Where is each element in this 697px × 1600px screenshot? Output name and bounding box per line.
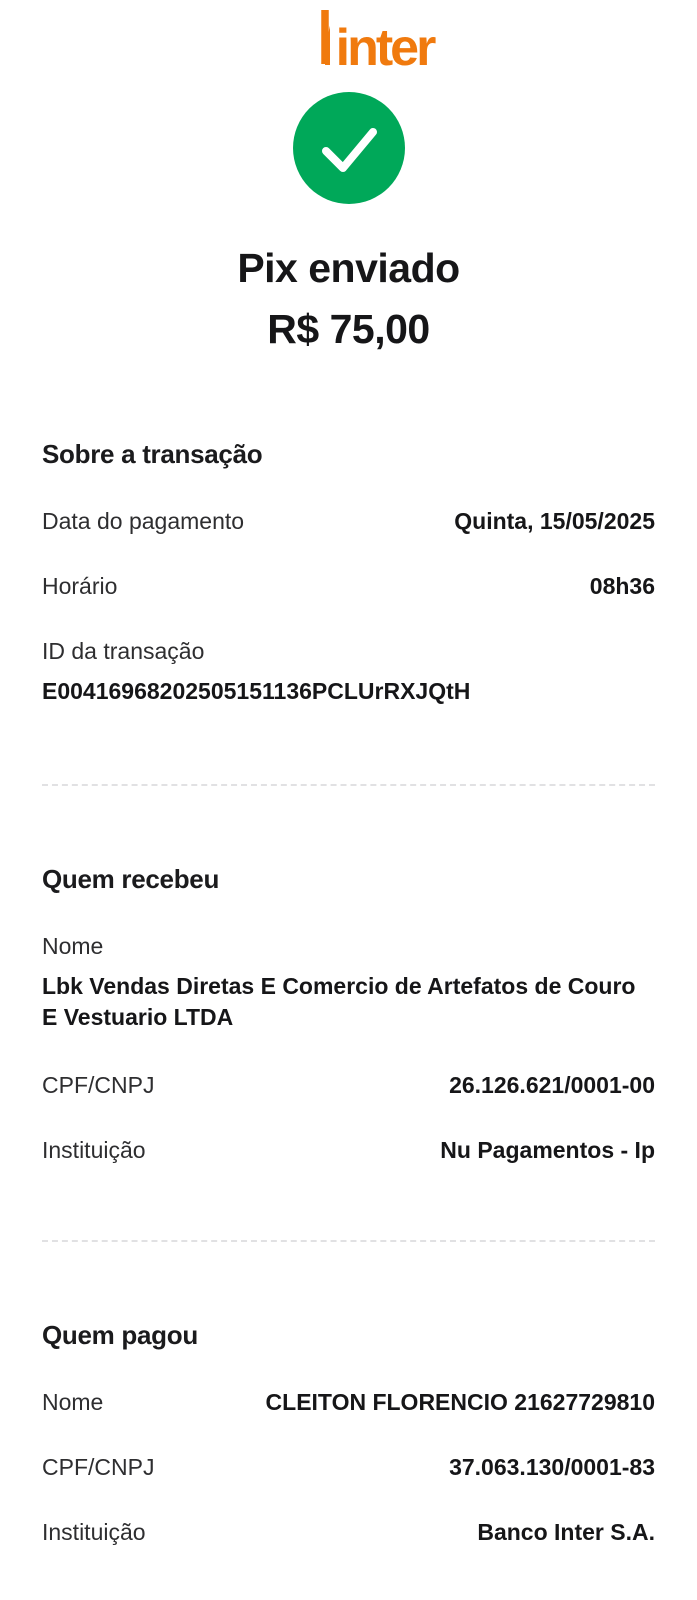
row-value: Banco Inter S.A. [477, 1519, 655, 1546]
row-receiver-institution [42, 1137, 655, 1164]
status-title: Pix enviado [237, 245, 460, 291]
header [0, 0, 697, 78]
row-label: CPF/CNPJ [42, 1072, 155, 1099]
row-label: ID da transação [42, 638, 205, 664]
status-amount: R$ 75,00 [267, 306, 430, 352]
row-payment-date [42, 508, 655, 535]
row-label: Data do pagamento [42, 508, 245, 534]
row-value: 37.063.130/0001-83 [449, 1454, 655, 1481]
row-value: 26.126.621/0001-00 [449, 1072, 655, 1099]
row-label: Nome [42, 1389, 104, 1416]
dashed-divider [42, 784, 655, 786]
inter-logo-text: inter [335, 19, 434, 78]
row-label: Horário [42, 573, 118, 599]
row-transaction-id [42, 638, 655, 708]
row-value: E00416968202505151136PCLUrRXJQtH [42, 678, 471, 704]
section-title: Quem recebeu [42, 863, 220, 894]
row-value: Quinta, 15/05/2025 [454, 508, 655, 534]
row-value: CLEITON FLORENCIO 21627729810 [265, 1389, 655, 1416]
success-check-icon [293, 92, 405, 209]
section-transaction [42, 439, 655, 708]
row-payer-name [42, 1389, 655, 1416]
row-value: Nu Pagamentos - Ip [440, 1137, 655, 1164]
row-value: 08h36 [589, 573, 655, 599]
inter-logo [264, 7, 434, 78]
section-title: Quem pagou [42, 1320, 198, 1351]
row-time [42, 573, 655, 600]
section-receiver [42, 864, 655, 1164]
row-payer-institution [42, 1519, 655, 1546]
row-payer-document [42, 1454, 655, 1481]
row-label: CPF/CNPJ [42, 1454, 155, 1481]
row-label: Instituição [42, 1137, 146, 1164]
inter-sunburst-icon [264, 7, 330, 70]
section-payer [42, 1320, 655, 1546]
row-value: Lbk Vendas Diretas E Comercio de Artefatos de Couro E Vestuario LTDA [42, 972, 636, 1031]
section-title: Sobre a transação [42, 439, 263, 469]
row-label: Nome [42, 932, 104, 959]
row-receiver-name [42, 933, 655, 1034]
dashed-divider [42, 1240, 655, 1242]
row-label: Instituição [42, 1519, 146, 1546]
row-receiver-document [42, 1072, 655, 1099]
